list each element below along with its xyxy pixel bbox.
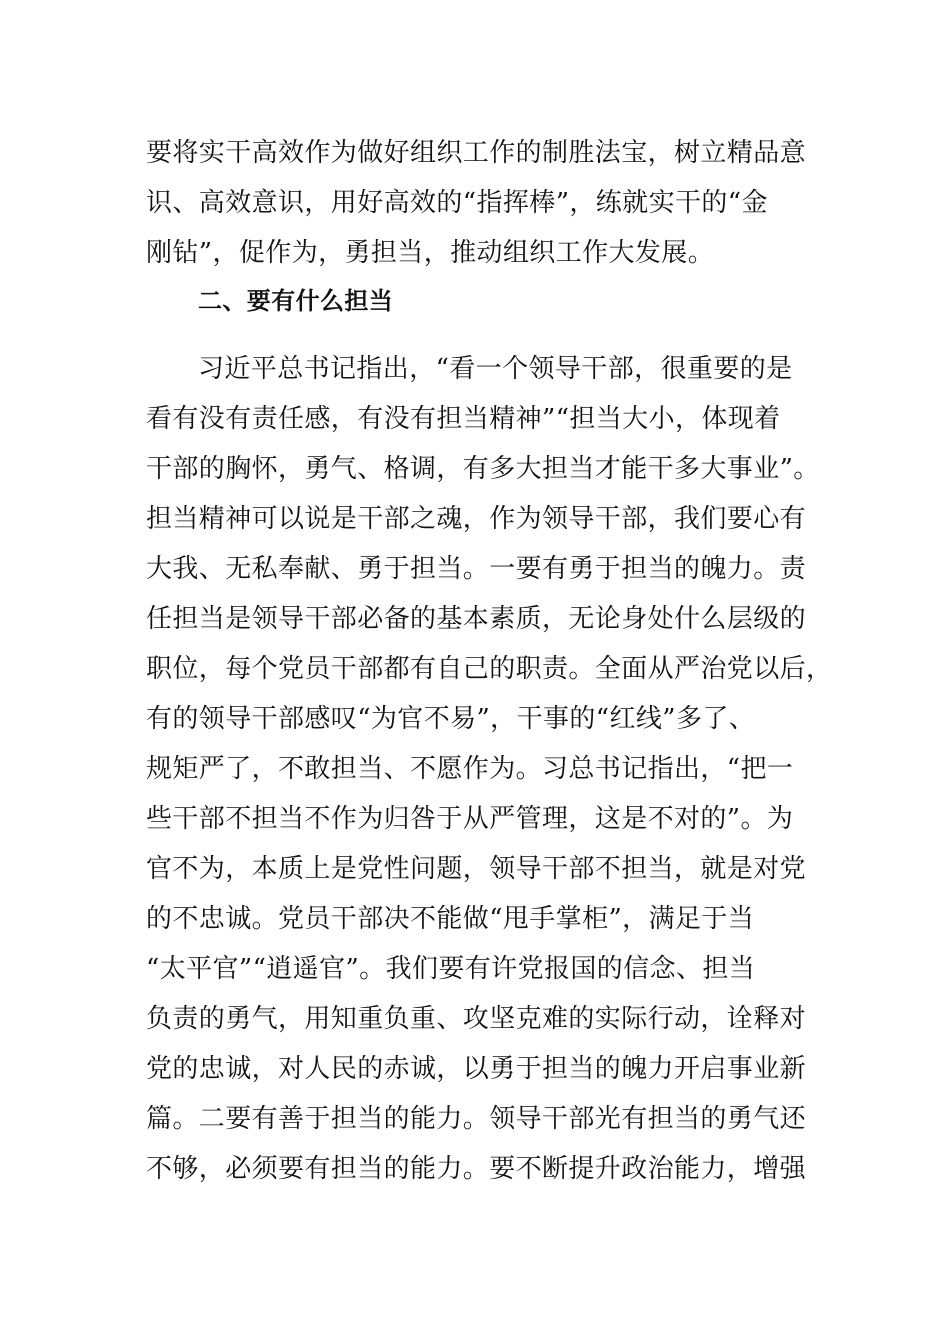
text-line: 规矩严了，不敢担当、不愿作为。习总书记指出，“把一 <box>146 754 794 784</box>
body-paragraph <box>146 344 833 1194</box>
text-line: 职位，每个党员干部都有自己的职责。全面从严治党以后， <box>146 654 833 684</box>
text-line: 要将实干高效作为做好组织工作的制胜法宝，树立精品意 <box>146 138 807 168</box>
text-line: 干部的胸怀，勇气、格调，有多大担当才能干多大事业”。 <box>146 454 820 484</box>
section-heading: 二、要有什么担当 <box>198 287 394 315</box>
text-line: 刚钻”，促作为，勇担当，推动组织工作大发展。 <box>146 238 715 268</box>
text-line: 的不忠诚。党员干部决不能做“甩手掌柜”，满足于当 <box>146 904 755 934</box>
text-line: 识、高效意识，用好高效的“指挥棒”，练就实干的“金 <box>146 188 768 218</box>
text-line: 有的领导干部感叹“为官不易”，干事的“红线”多了、 <box>146 704 756 734</box>
text-line: 些干部不担当不作为归咎于从严管理，这是不对的”。为 <box>146 804 794 834</box>
text-line: 不够，必须要有担当的能力。要不断提升政治能力，增强 <box>146 1154 807 1184</box>
intro-paragraph <box>146 128 806 278</box>
text-line: 大我、无私奉献、勇于担当。一要有勇于担当的魄力。责 <box>146 554 807 584</box>
text-line: 担当精神可以说是干部之魂，作为领导干部，我们要心有 <box>146 504 807 534</box>
text-line: 负责的勇气，用知重负重、攻坚克难的实际行动，诠释对 <box>146 1004 807 1034</box>
section-heading-block <box>146 276 806 326</box>
text-line: 习近平总书记指出，“看一个领导干部，很重要的是 <box>198 354 793 384</box>
text-line: 任担当是领导干部必备的基本素质，无论身处什么层级的 <box>146 604 807 634</box>
text-line: “太平官”“逍遥官”。我们要有许党报国的信念、担当 <box>146 954 756 984</box>
text-line: 党的忠诚，对人民的赤诚，以勇于担当的魄力开启事业新 <box>146 1054 807 1084</box>
text-line: 篇。二要有善于担当的能力。领导干部光有担当的勇气还 <box>146 1104 807 1134</box>
text-line: 看有没有责任感，有没有担当精神”“担当大小，体现着 <box>146 404 781 434</box>
text-line: 官不为，本质上是党性问题，领导干部不担当，就是对党 <box>146 854 807 884</box>
